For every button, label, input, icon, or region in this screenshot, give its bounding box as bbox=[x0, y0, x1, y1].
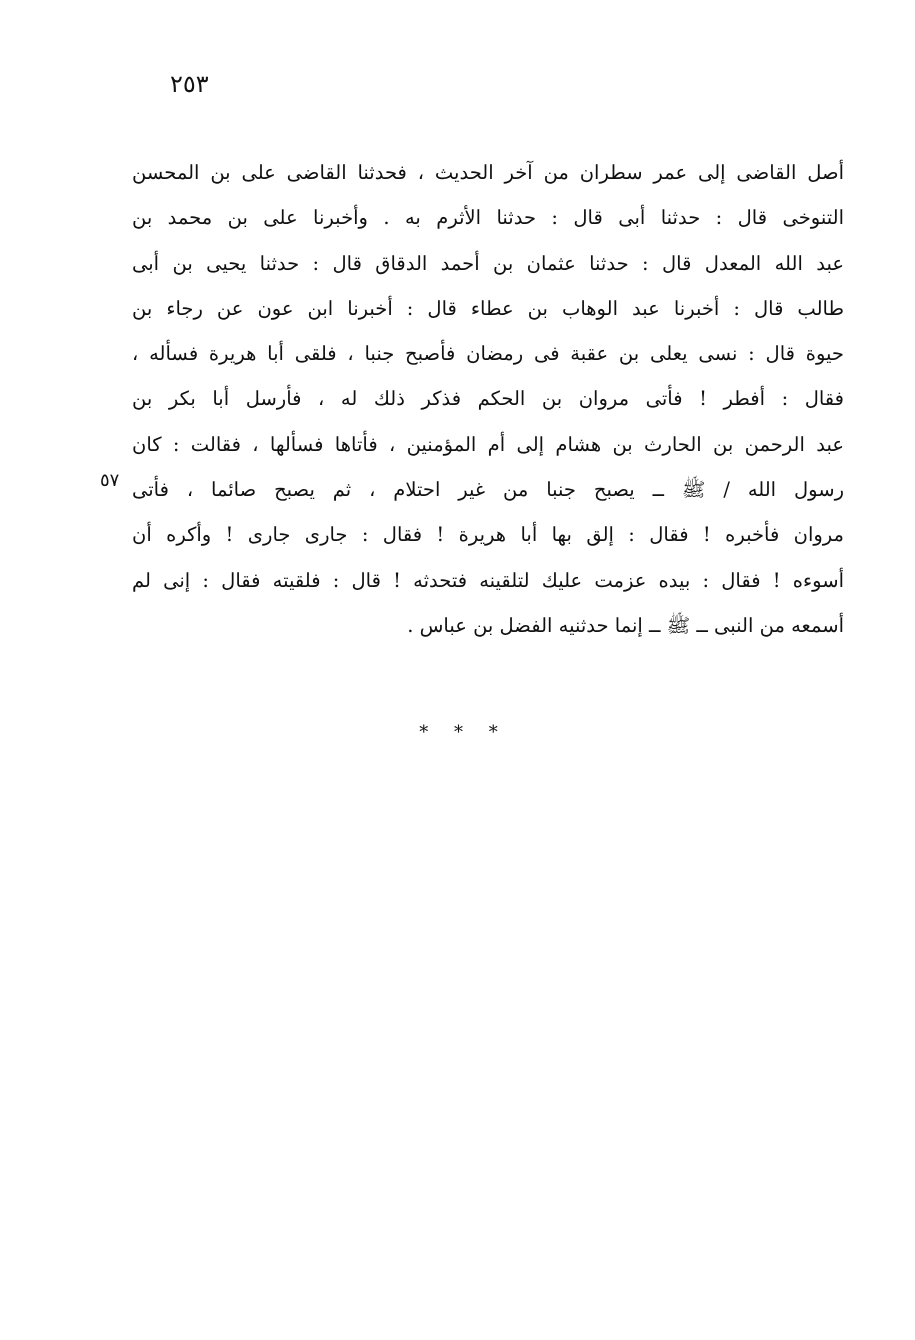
page-number: ٢٥٣ bbox=[170, 70, 209, 98]
text-line: طالب قال : أخبرنا عبد الوهاب بن عطاء قال : أخبرنا ابن عون عن رجاء بن bbox=[132, 296, 844, 320]
text-line: رسول الله / ﷺ ــ يصبح جنبا من غير احتلام ، ثم يصبح صائما ، فأتى bbox=[132, 478, 844, 502]
text-line: أسمعه من النبى ــ ﷺ ــ إنما حدثنيه الفضل بن عباس . bbox=[407, 613, 844, 637]
text-line: أسوءه ! فقال : بيده عزمت عليك لتلقينه فتحدثه ! قال : فلقيته فقال : إنى لم bbox=[132, 568, 844, 592]
margin-note: ٥٧ bbox=[100, 470, 120, 491]
body-text bbox=[132, 150, 844, 648]
section-separator: * * * bbox=[419, 722, 508, 743]
text-line: حيوة قال : نسى يعلى بن عقبة فى رمضان فأصبح جنبا ، فلقى أبا هريرة فسأله ، bbox=[132, 342, 844, 366]
text-line: عبد الرحمن بن الحارث بن هشام إلى أم المؤمنين ، فأتاها فسألها ، فقالت : كان bbox=[132, 432, 844, 456]
text-line: التنوخى قال : حدثنا أبى قال : حدثنا الأثرم به . وأخبرنا على بن محمد بن bbox=[132, 206, 844, 230]
text-line: مروان فأخبره ! فقال : إلق بها أبا هريرة ! فقال : جارى جارى ! وأكره أن bbox=[132, 523, 844, 547]
text-line: عبد الله المعدل قال : حدثنا عثمان بن أحمد الدقاق قال : حدثنا يحيى بن أبى bbox=[132, 251, 844, 275]
text-line: أصل القاضى إلى عمر سطران من آخر الحديث ، فحدثنا القاضى على بن المحسن bbox=[132, 161, 844, 184]
text-line: فقال : أفطر ! فأتى مروان بن الحكم فذكر ذلك له ، فأرسل أبا بكر بن bbox=[132, 387, 844, 411]
